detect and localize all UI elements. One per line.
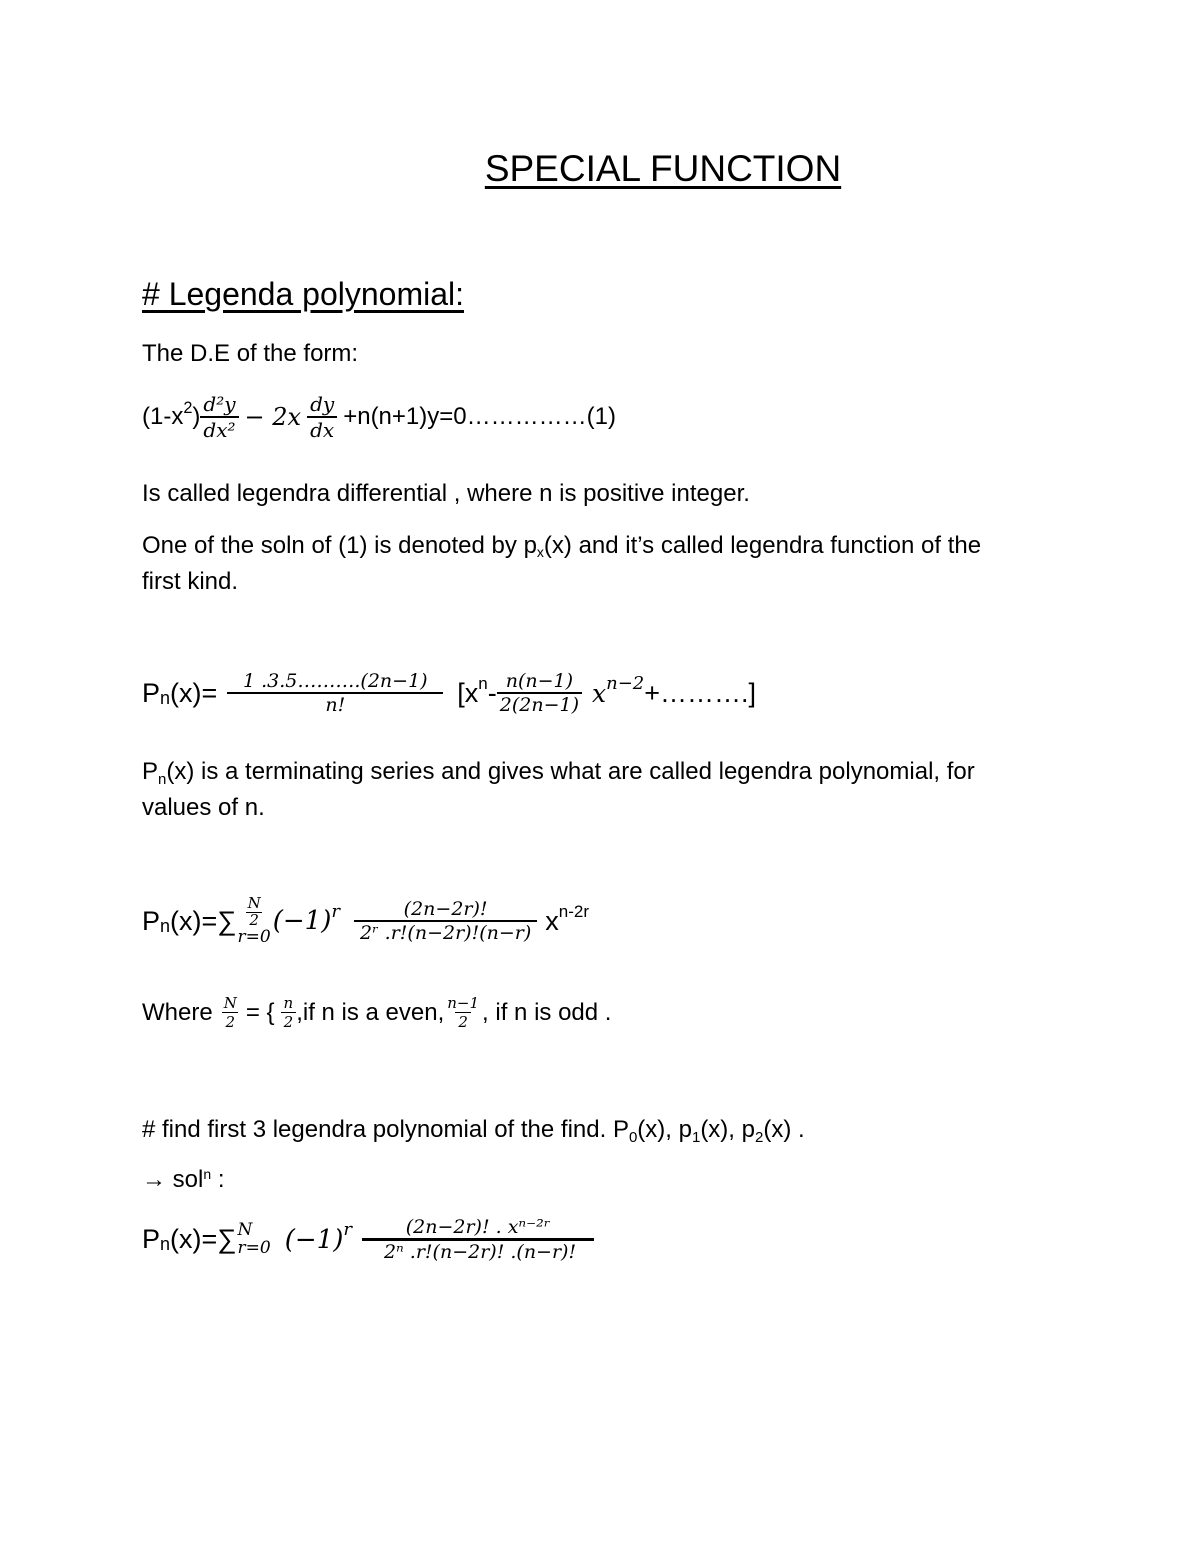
eq4-fraction	[362, 1216, 594, 1263]
where-line	[142, 994, 611, 1031]
legendre-differential-equation	[142, 392, 616, 442]
eq4-upper-limit: N	[237, 1219, 253, 1240]
legendre-sum-formula	[142, 896, 589, 946]
eq2-term-numerator: n(n−1)	[505, 670, 574, 692]
eq3-denominator: 2ʳ .r!(n−2r)!(n−r)	[354, 920, 537, 944]
eq2-coefficient	[227, 670, 443, 716]
legendre-series-equation	[142, 670, 756, 716]
paragraph-3-line-1	[142, 758, 975, 786]
eq3-sum-sign: (x)=∑	[170, 905, 237, 936]
eq2-minus: -	[487, 677, 497, 708]
eq4-P: P	[142, 1224, 161, 1254]
eq2-x: x	[592, 678, 607, 708]
para3-text: (x) is a terminating series and gives what are called legendra polynomial, for	[166, 758, 975, 785]
paragraph-3-line-2: values of n.	[142, 794, 265, 821]
page-title: SPECIAL FUNCTION	[484, 148, 842, 189]
where-N-over-2	[221, 994, 240, 1031]
de-close: )	[192, 403, 201, 430]
paragraph-2-line-1	[142, 532, 981, 560]
de-minus-2x: − 2x	[244, 403, 302, 431]
eq3-sum-limits	[238, 896, 271, 946]
section-heading: # Legenda polynomial:	[142, 276, 465, 312]
task-text-c: (x), p	[700, 1116, 755, 1143]
task-text-b: (x), p	[637, 1116, 692, 1143]
eq2-P-subscript: n	[160, 687, 171, 708]
para2-subscript: x	[536, 544, 544, 561]
eq2-P: P	[142, 677, 161, 708]
solution-label	[142, 1166, 225, 1194]
para3-subscript: n	[158, 770, 167, 788]
task-text-d: (x) .	[763, 1116, 805, 1143]
de-x-exponent: 2	[183, 398, 193, 417]
task-sub-0: 0	[628, 1128, 638, 1146]
sol-colon: :	[211, 1166, 225, 1193]
sol-arrow: → sol	[142, 1166, 204, 1193]
where-f2-num: n	[283, 994, 294, 1012]
de-dx: dx	[307, 416, 337, 442]
task-sub-1: 1	[691, 1128, 701, 1146]
where-label: Where	[142, 998, 213, 1026]
eq3-fraction	[354, 898, 537, 944]
eq3-lower-limit: r=0	[237, 926, 271, 947]
where-f3-num: n−1	[447, 994, 480, 1012]
where-n-minus-1-over-2	[444, 994, 482, 1031]
legendre-sum-formula-2	[142, 1216, 594, 1263]
de-lhs: (1-x	[142, 403, 184, 430]
where-f2-den: 2	[281, 1012, 297, 1031]
eq4-factor-exponent: r	[343, 1219, 352, 1241]
where-equals: = {	[245, 998, 275, 1026]
eq3-P: P	[142, 905, 161, 936]
intro-line: The D.E of the form:	[142, 340, 359, 367]
where-f1-den: 2	[222, 1012, 238, 1031]
where-f3-den: 2	[455, 1012, 471, 1031]
where-even-text: ,if n is a even,	[296, 998, 445, 1026]
eq3-numerator: (2n−2r)!	[403, 898, 488, 921]
eq3-upper-num: N	[247, 894, 261, 912]
eq2-coef-numerator: 1 .3.5……….(2n−1)	[242, 670, 428, 692]
eq4-numerator: (2n−2r)! . xⁿ⁻²ʳ	[405, 1216, 551, 1238]
eq3-x-exponent: n-2r	[558, 901, 590, 921]
eq3-P-subscript: n	[160, 916, 171, 937]
task-sub-2: 2	[754, 1128, 764, 1146]
eq4-lower-limit: r=0	[237, 1237, 271, 1258]
eq3-x: x	[545, 905, 559, 936]
de-dx2: dx²	[200, 416, 238, 442]
where-f1-num: N	[223, 994, 237, 1012]
eq4-P-subscript: n	[160, 1234, 171, 1255]
eq2-term-fraction	[497, 670, 582, 716]
task-line	[142, 1116, 805, 1144]
paragraph-1: Is called legendra differential , where n is positive integer.	[142, 480, 750, 507]
eq3-factor: (−1)	[272, 906, 332, 937]
eq2-bracket-open: [x	[457, 677, 479, 708]
para2-text-b: (x) and it’s called legendra function of the	[543, 532, 982, 559]
eq4-sum-sign: (x)=∑	[170, 1224, 237, 1254]
eq2-term-denominator: 2(2n−1)	[497, 692, 582, 716]
eq2-x-exponent: n	[478, 673, 488, 693]
paragraph-2-line-2: first kind.	[142, 568, 239, 595]
de-rest: +n(n+1)y=0……………(1)	[343, 403, 616, 430]
eq4-factor: (−1)	[284, 1224, 344, 1255]
where-odd-text: , if n is odd .	[482, 998, 612, 1026]
eq3-factor-exponent: r	[331, 900, 340, 922]
eq4-sum-limits	[237, 1219, 271, 1258]
eq2-lhs-rest: (x)=	[170, 677, 218, 708]
sol-superscript: n	[203, 1166, 212, 1183]
para3-P: P	[142, 758, 159, 785]
where-n-over-2	[281, 994, 297, 1031]
de-first-derivative	[307, 392, 337, 442]
task-text-a: # find first 3 legendra polynomial of the find. P	[142, 1116, 629, 1143]
eq4-denominator: 2ⁿ .r!(n−2r)! .(n−r)!	[362, 1238, 594, 1263]
para2-text-a: One of the soln of (1) is denoted by p	[142, 532, 537, 559]
de-dy: dy	[310, 392, 335, 416]
eq3-upper-den: 2	[246, 912, 262, 929]
eq2-tail: +……….]	[644, 677, 757, 708]
de-second-derivative	[200, 392, 238, 442]
eq2-coef-denominator: n!	[227, 692, 443, 716]
de-d2y: d²y	[203, 392, 236, 416]
eq2-x-exponent-2: n−2	[606, 672, 645, 694]
eq3-upper-limit	[238, 896, 271, 929]
